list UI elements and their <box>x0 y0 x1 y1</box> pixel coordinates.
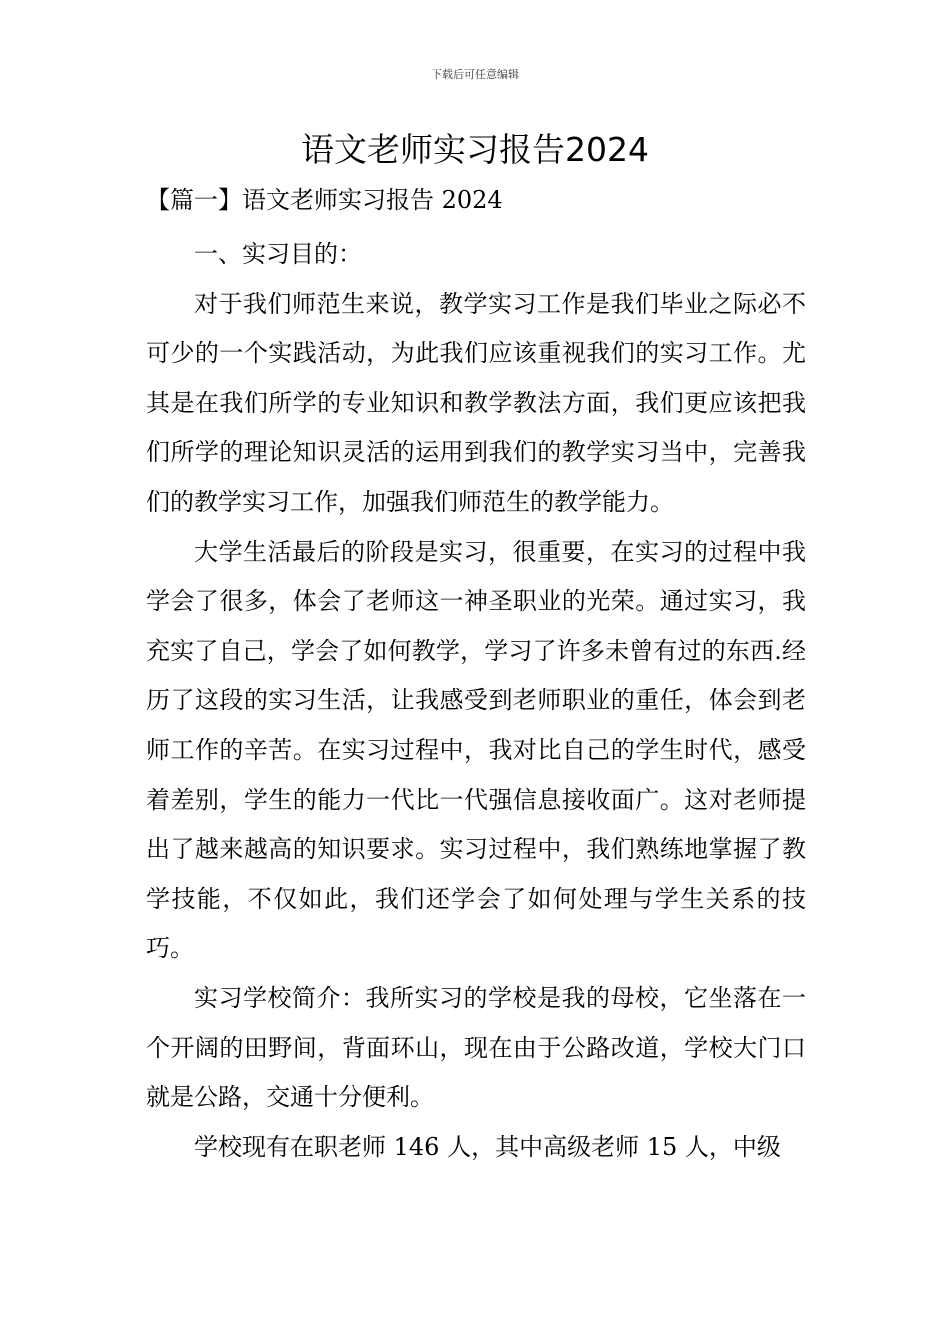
paragraph: 对于我们师范生来说，教学实习工作是我们毕业之际必不可少的一个实践活动，为此我们应该重视我们的实习工作。尤其是在我们所学的专业知识和教学教法方面，我们更应该把我们所学的理论知识灵活的运用到我们的教学实习当中，完善我们的教学实习工作，加强我们师范生的教学能力。 <box>146 289 806 516</box>
paragraph: 大学生活最后的阶段是实习，很重要，在实习的过程中我学会了很多，体会了老师这一神圣职业的光荣。通过实习，我充实了自己，学会了如何教学，学习了许多未曾有过的东西.经历了这段的实习生活，让我感受到老师职业的重任，体会到老师工作的辛苦。在实习过程中，我对比自己的学生时代，感受着差别，学生的能力一代比一代强信息接收面广。这对老师提出了越来越高的知识要求。实习过程中，我们熟练地掌握了教学技能，不仅如此，我们还学会了如何处理与学生关系的技巧。 <box>146 537 806 963</box>
paragraph: 学校现有在职老师 146 人，其中高级老师 15 人，中级 <box>194 1132 781 1161</box>
page-title: 语文老师实习报告2024 <box>301 130 649 169</box>
header-note: 下载后可任意编辑 <box>431 68 519 81</box>
paragraph: 实习学校简介：我所实习的学校是我的母校，它坐落在一个开阔的田野间，背面环山，现在由于公路改道，学校大门口就是公路，交通十分便利。 <box>146 983 806 1112</box>
body-text <box>146 230 806 1172</box>
paragraph-objective-heading: 一、实习目的： <box>194 240 362 268</box>
section-heading: 【篇一】语文老师实习报告 2024 <box>146 186 503 214</box>
